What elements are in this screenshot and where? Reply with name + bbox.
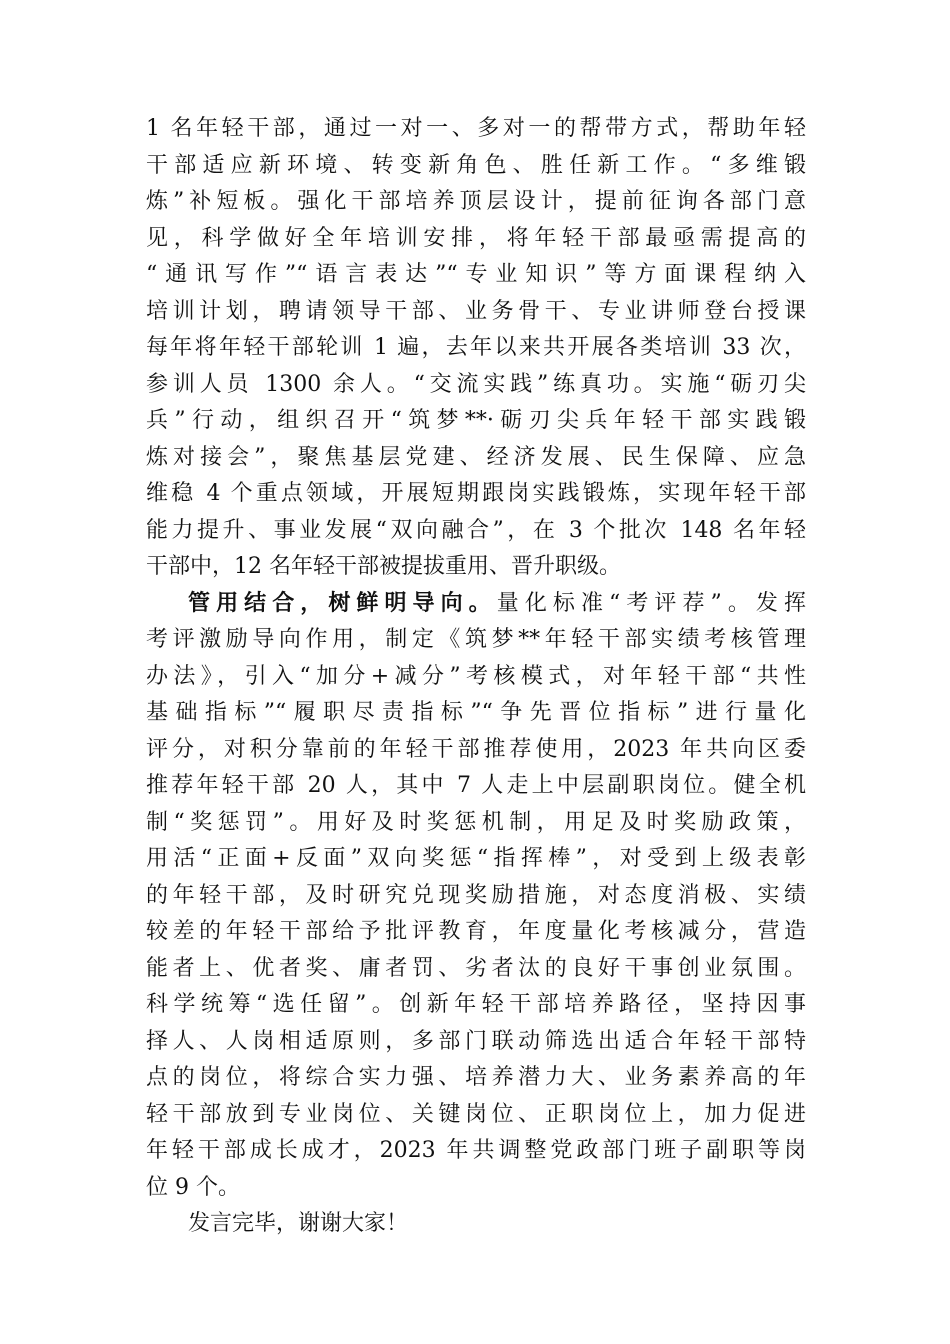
text-line: 能者上、优者奖、庸者罚、劣者汰的良好干事创业氛围。 [146, 955, 806, 981]
paragraph-training [146, 111, 806, 586]
text-line: 炼对接会”，聚焦基层党建、经济发展、民生保障、应急 [146, 444, 806, 470]
text-line: 推荐年轻干部 20 人，其中 7 人走上中层副职岗位。健全机 [146, 773, 806, 798]
closing-remark: 发言完毕，谢谢大家！ [188, 1211, 409, 1236]
text-line: 轻干部放到专业岗位、关键岗位、正职岗位上，加力促进 [146, 1101, 806, 1127]
document-body [146, 111, 806, 1243]
text-line: 兵”行动，组织召开“筑梦**·砺刃尖兵年轻干部实践锻 [146, 408, 806, 433]
text-line: 的年轻干部，及时研究兑现奖励措施，对态度消极、实绩 [146, 882, 806, 908]
text-line: 每年将年轻干部轮训 1 遍，去年以来共开展各类培训 33 次， [146, 335, 806, 360]
paragraph-heading: 管用结合，树鲜明导向。 [188, 590, 497, 616]
text-line: “通讯写作”“语言表达”“专业知识”等方面课程纳入 [146, 262, 806, 287]
text-line: 干部适应新环境、转变新角色、胜任新工作。“多维锻 [146, 152, 806, 178]
text-line: 见，科学做好全年培训安排，将年轻干部最亟需提高的 [146, 225, 806, 251]
text-line: 考评激励导向作用，制定《筑梦**年轻干部实绩考核管理 [146, 627, 806, 652]
text-line: 维稳 4 个重点领域，开展短期跟岗实践锻炼，实现年轻干部 [146, 481, 806, 506]
text-line: 炼”补短板。强化干部培养顶层设计，提前征询各部门意 [146, 189, 806, 214]
text-line: 年轻干部成长成才，2023 年共调整党政部门班子副职等岗 [146, 1138, 806, 1163]
text-line: 科学统筹“选任留”。创新年轻干部培养路径，坚持因事 [146, 992, 806, 1017]
text-line: 参训人员 1300 余人。“交流实践”练真功。实施“砺刃尖 [146, 371, 806, 397]
text-line: 办法》，引入“加分+减分”考核模式，对年轻干部“共性 [146, 663, 806, 689]
text-line: 择人、人岗相适原则，多部门联动筛选出适合年轻干部特 [146, 1028, 806, 1054]
text-line: 基础指标”“履职尽责指标”“争先晋位指标”进行量化 [146, 700, 806, 725]
text-line: 较差的年轻干部给予批评教育，年度量化考核减分，营造 [146, 919, 806, 944]
paragraph-closing [146, 1206, 806, 1243]
paragraph-first-line [146, 586, 806, 623]
text-line: 用活“正面+反面”双向奖惩“指挥棒”，对受到上级表彰 [146, 846, 806, 871]
paragraph-management [146, 586, 806, 1207]
text-line: 位 9 个。 [146, 1174, 240, 1200]
text-segment: 量化标准“考评荐”。发挥 [496, 590, 806, 616]
text-line: 评分，对积分靠前的年轻干部推荐使用，2023 年共向区委 [146, 736, 806, 762]
text-line: 制“奖惩罚”。用好及时奖惩机制，用足及时奖励政策， [146, 809, 806, 835]
text-line: 能力提升、事业发展“双向融合”，在 3 个批次 148 名年轻 [146, 517, 806, 543]
text-line: 1 名年轻干部，通过一对一、多对一的帮带方式，帮助年轻 [146, 116, 806, 141]
text-line: 培训计划，聘请领导干部、业务骨干、专业讲师登台授课 [146, 298, 806, 324]
text-line: 干部中，12 名年轻干部被提拔重用、晋升职级。 [146, 554, 621, 579]
text-line: 点的岗位，将综合实力强、培养潜力大、业务素养高的年 [146, 1065, 806, 1090]
